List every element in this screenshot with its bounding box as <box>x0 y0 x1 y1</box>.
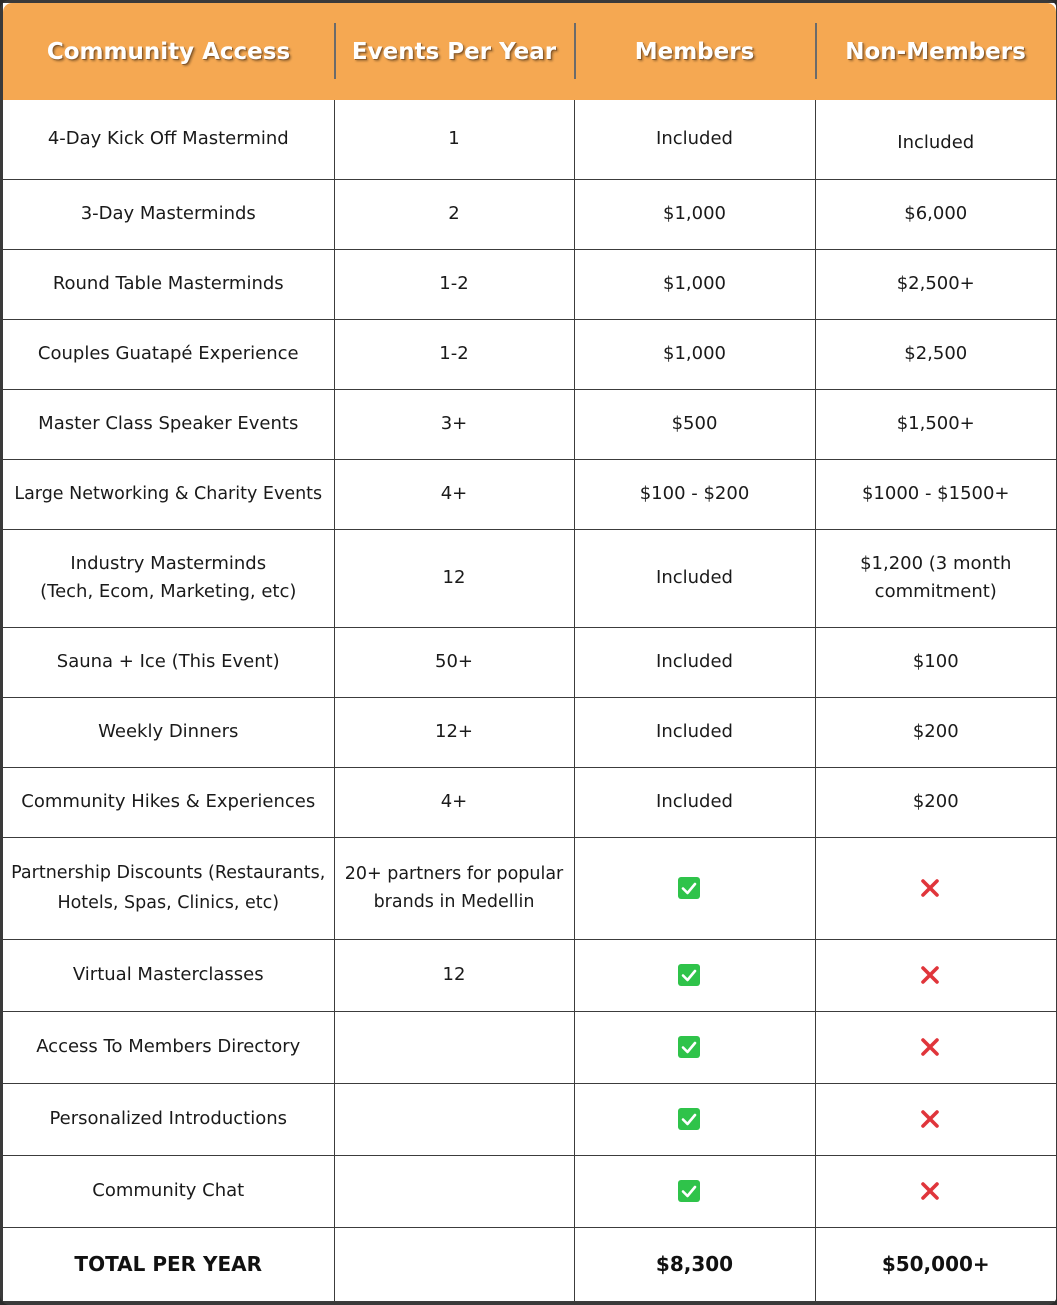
row-nonmembers: $1000 - $1500+ <box>815 459 1056 529</box>
row-name <box>3 529 334 627</box>
row-members: $100 - $200 <box>574 459 815 529</box>
table-row <box>3 627 1056 697</box>
row-name: Virtual Masterclasses <box>3 939 334 1011</box>
row-nonmembers-line1: $1,200 (3 month <box>860 553 1012 574</box>
row-nonmembers-line2: commitment) <box>874 581 997 602</box>
row-events: 1-2 <box>334 319 574 389</box>
row-events: 12 <box>334 939 574 1011</box>
check-icon <box>678 1036 700 1058</box>
table-header-row <box>3 3 1056 100</box>
row-events <box>334 1083 574 1155</box>
row-name-line1: Partnership Discounts (Restaurants, <box>11 863 326 883</box>
table-row <box>3 939 1056 1011</box>
row-nonmembers: $200 <box>815 767 1056 837</box>
row-name: 3-Day Masterminds <box>3 179 334 249</box>
row-name: Sauna + Ice (This Event) <box>3 627 334 697</box>
community-access-table <box>3 3 1056 1302</box>
cross-icon <box>920 961 940 989</box>
row-nonmembers <box>815 939 1056 1011</box>
row-nonmembers: $2,500 <box>815 319 1056 389</box>
row-nonmembers <box>815 529 1056 627</box>
row-events: 1 <box>334 100 574 179</box>
table-row <box>3 1155 1056 1227</box>
cross-icon <box>920 1033 940 1061</box>
total-nonmembers: $50,000+ <box>815 1227 1056 1301</box>
row-nonmembers: $2,500+ <box>815 249 1056 319</box>
row-events: 4+ <box>334 767 574 837</box>
row-events-line1: 20+ partners for popular <box>344 864 564 884</box>
row-name-line2: Hotels, Spas, Clinics, etc) <box>57 893 280 913</box>
row-members: Included <box>574 529 815 627</box>
header-community-access: Community Access <box>46 38 291 65</box>
cross-icon <box>920 1105 940 1133</box>
table-row <box>3 179 1056 249</box>
row-events: 2 <box>334 179 574 249</box>
row-events: 3+ <box>334 389 574 459</box>
total-events <box>334 1227 574 1301</box>
row-members: $1,000 <box>574 319 815 389</box>
row-events: 4+ <box>334 459 574 529</box>
row-name: Round Table Masterminds <box>3 249 334 319</box>
table-row <box>3 389 1056 459</box>
row-nonmembers: Included <box>815 100 1056 179</box>
row-members <box>574 1011 815 1083</box>
table-row <box>3 837 1056 939</box>
row-events: 50+ <box>334 627 574 697</box>
row-events <box>334 1155 574 1227</box>
row-members: Included <box>574 627 815 697</box>
row-members <box>574 837 815 939</box>
row-nonmembers <box>815 1155 1056 1227</box>
table-row <box>3 767 1056 837</box>
row-name <box>3 837 334 939</box>
row-name: Access To Members Directory <box>3 1011 334 1083</box>
row-name: Large Networking & Charity Events <box>3 459 334 529</box>
row-name: Couples Guatapé Experience <box>3 319 334 389</box>
total-row <box>3 1227 1056 1301</box>
total-members: $8,300 <box>574 1227 815 1301</box>
check-icon <box>678 964 700 986</box>
row-members <box>574 939 815 1011</box>
row-name: Community Hikes & Experiences <box>3 767 334 837</box>
table-row <box>3 1083 1056 1155</box>
row-name-line1: Industry Masterminds <box>70 553 267 574</box>
row-name: 4-Day Kick Off Mastermind <box>3 100 334 179</box>
row-members: Included <box>574 100 815 179</box>
row-nonmembers <box>815 1083 1056 1155</box>
row-name: Community Chat <box>3 1155 334 1227</box>
header-events-per-year: Events Per Year <box>334 3 574 100</box>
row-events-line2: brands in Medellin <box>373 892 535 912</box>
total-label: TOTAL PER YEAR <box>3 1227 334 1301</box>
row-nonmembers <box>815 1011 1056 1083</box>
header-non-members: Non-Members <box>815 3 1056 100</box>
row-events <box>334 1011 574 1083</box>
cross-icon <box>920 1177 940 1205</box>
row-members: Included <box>574 767 815 837</box>
row-nonmembers <box>815 837 1056 939</box>
row-nonmembers: $6,000 <box>815 179 1056 249</box>
row-name: Master Class Speaker Events <box>3 389 334 459</box>
row-members: $500 <box>574 389 815 459</box>
row-events: 12 <box>334 529 574 627</box>
row-name: Personalized Introductions <box>3 1083 334 1155</box>
row-nonmembers: $100 <box>815 627 1056 697</box>
table-row <box>3 249 1056 319</box>
table-row <box>3 459 1056 529</box>
row-members <box>574 1083 815 1155</box>
row-members: Included <box>574 697 815 767</box>
header-members: Members <box>574 3 815 100</box>
table-row <box>3 697 1056 767</box>
row-events: 12+ <box>334 697 574 767</box>
row-events <box>334 837 574 939</box>
table-row <box>3 319 1056 389</box>
row-members: $1,000 <box>574 249 815 319</box>
row-name-line2: (Tech, Ecom, Marketing, etc) <box>40 581 297 602</box>
row-events: 1-2 <box>334 249 574 319</box>
cross-icon <box>920 874 940 902</box>
check-icon <box>678 1108 700 1130</box>
row-nonmembers: $200 <box>815 697 1056 767</box>
row-members: $1,000 <box>574 179 815 249</box>
row-members <box>574 1155 815 1227</box>
row-name: Weekly Dinners <box>3 697 334 767</box>
table-row <box>3 100 1056 179</box>
check-icon <box>678 877 700 899</box>
table-row <box>3 529 1056 627</box>
row-nonmembers: $1,500+ <box>815 389 1056 459</box>
check-icon <box>678 1180 700 1202</box>
table-row <box>3 1011 1056 1083</box>
